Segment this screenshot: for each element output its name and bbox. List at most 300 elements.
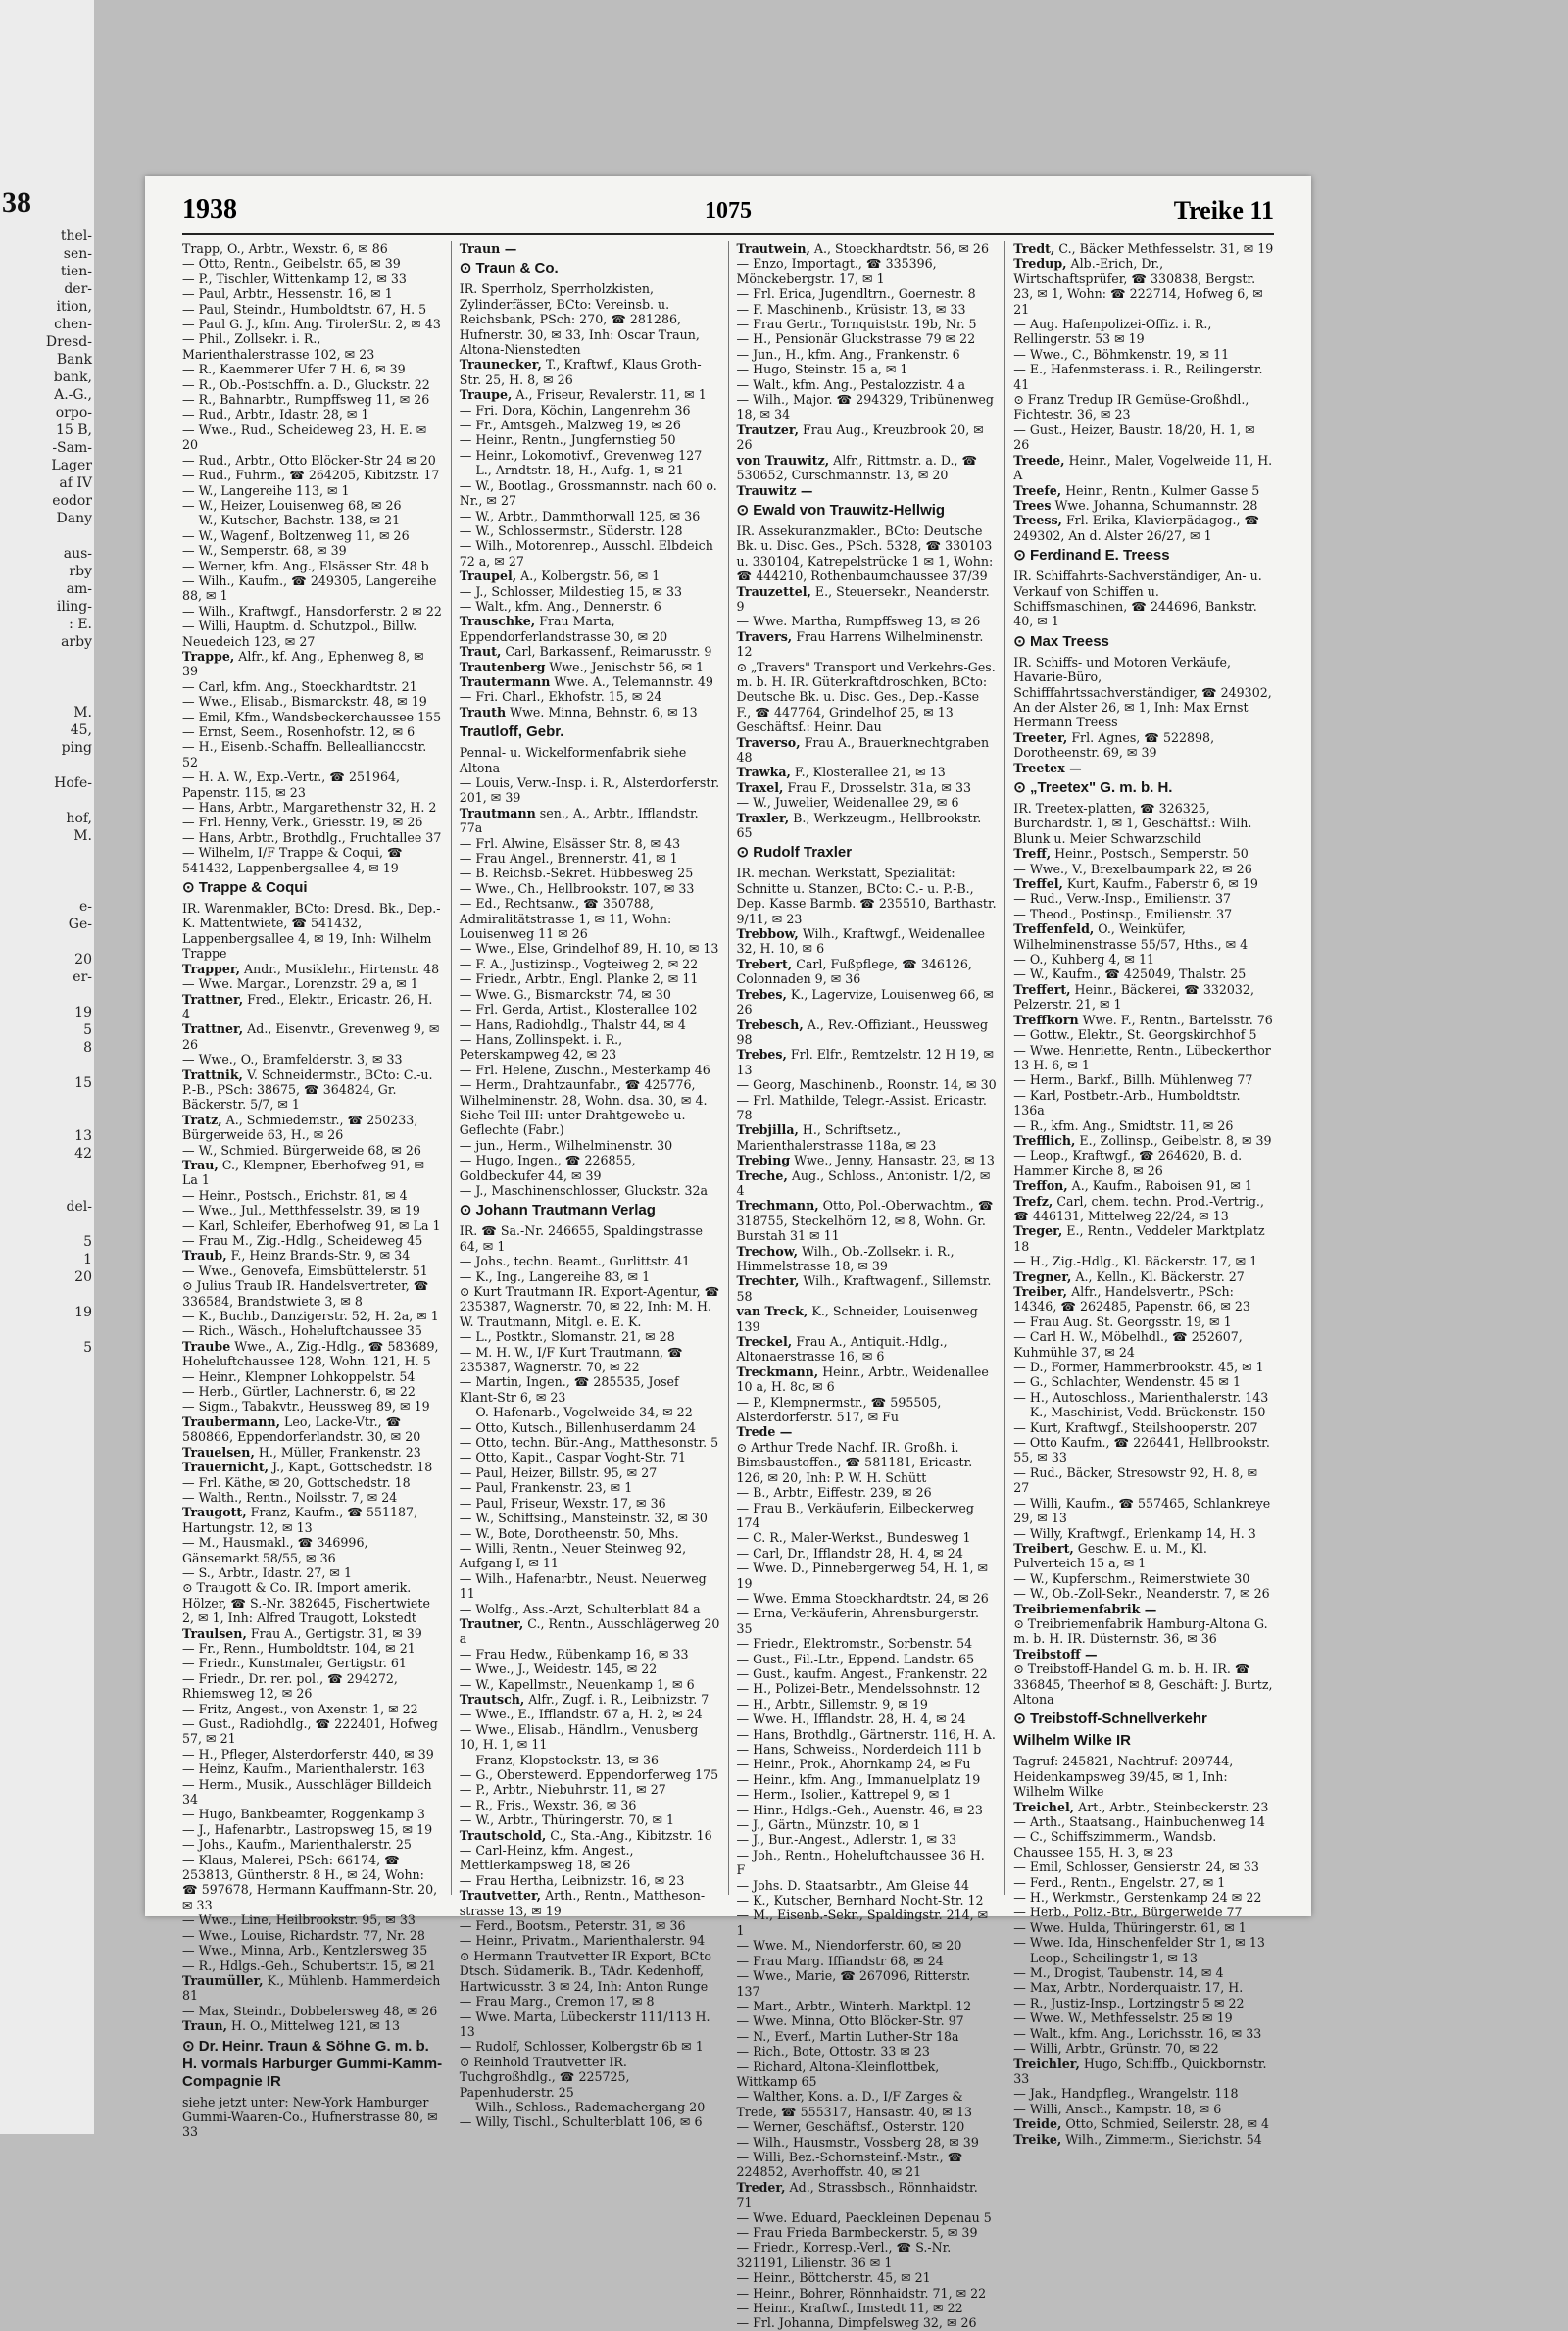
entry-text: A., Kaufm., Raboisen 91, ✉ 1 [1067, 1178, 1252, 1194]
surname: Trautvetter, [459, 1888, 542, 1904]
entry-text: — Wwe., Rud., Scheideweg 23, H. E. ✉ 20 [182, 422, 427, 453]
surname: Treckmann, [736, 1364, 819, 1379]
entry-text: — N., Everf., Martin Luther-Str 18a [736, 2028, 959, 2044]
directory-entry [460, 1812, 720, 1827]
entry-text: ⊙ Treibstoff-Handel G. m. b. H. IR. ☎ 336845, Theerhof ✉ 8, Geschäft: J. Burtz, Altona [1013, 1661, 1273, 1707]
entry-text: — Herm., Drahtzaunfabr., ☎ 425776, Wilhelminenstr. 28, Wohn. dsa. 30, ✉ 4. Siehe Teil III: unter Drahtgewebe u. Geflechte (Fabr.) [459, 1077, 708, 1138]
entry-text: Heinr., Rentn., Kulmer Gasse 5 [1061, 482, 1260, 498]
entry-text: — Max, Arbtr., Norderquaistr. 17, H. [1013, 1980, 1244, 1996]
directory-entry [737, 422, 998, 453]
directory-entry [737, 1485, 998, 1500]
entry-text: ⊙ Hermann Trautvetter IR Export, BCto Dtsch. Südamerik. B., TAdr. Kedenhoff, Hartwicusstr. 3 ✉ 24, Inh: Anton Runge [459, 1948, 711, 1994]
entry-text: — Aug. Hafenpolizei-Offiz. i. R., Rellingerstr. 53 ✉ 19 [1013, 317, 1212, 347]
directory-entry [182, 604, 443, 619]
entry-text: Carl, Barkassenf., Reimarusstr. 9 [501, 644, 712, 660]
directory-entry [737, 2119, 998, 2134]
directory-entry [1013, 362, 1274, 392]
directory-entry [1013, 1314, 1274, 1329]
entry-text: — E., Hafenmsterass. i. R., Reilingerstr. 41 [1013, 362, 1263, 392]
entry-text: — H., Werkmstr., Gerstenkamp 24 ✉ 22 [1013, 1890, 1262, 1906]
directory-entry [1013, 907, 1274, 921]
directory-entry [1013, 1118, 1274, 1133]
entry-text: Alfr., Rittmstr. a. D., ☎ 530652, Curschmannstr. 13, ✉ 20 [736, 452, 978, 483]
entry-text: Leo, Lacke-Vtr., ☎ 580866, Eppendorferlandstr. 30, ✉ 20 [182, 1413, 421, 1445]
entry-text: — Otto, Kutsch., Billenhuserdamm 24 [459, 1419, 696, 1435]
entry-text: Frau Aug., Kreuzbrook 20, ✉ 26 [736, 422, 984, 453]
left-page-text: 20 [74, 952, 92, 967]
surname: Traut, [459, 644, 502, 660]
company-name: ⊙ Rudolf Traxler [736, 844, 853, 862]
surname: Trebert, [736, 956, 793, 971]
directory-entry [737, 1697, 998, 1711]
entry-text: — Heinr., Privatm., Marienthalerstr. 94 [459, 1933, 706, 1949]
directory-entry [1013, 1465, 1274, 1496]
entry-text: — Frl. Johanna, Dimpfelsweg 32, ✉ 26 [736, 2315, 977, 2331]
entry-text: — Mart., Arbtr., Winterh. Marktpl. 12 [736, 1998, 972, 2013]
entry-text: — G., Oberstewerd. Eppendorferweg 175 [459, 1767, 719, 1782]
entry-text: — Paul, Frankenstr. 23, ✉ 1 [459, 1480, 633, 1496]
entry-text: — Heinr., Kraftwf., Imstedt 11, ✉ 22 [736, 2301, 963, 2316]
entry-text: Frau A., Antiquit.-Hdlg., Altonaerstrasse 16, ✉ 6 [736, 1334, 948, 1364]
entry-text: — Wwe. Ida, Hinschenfelder Str 1, ✉ 13 [1013, 1935, 1265, 1951]
entry-text: — Rich., Wäsch., Hoheluftchaussee 35 [182, 1323, 422, 1339]
directory-entry [1013, 1043, 1274, 1073]
entry-text: — M. H. W., I/F Kurt Trautmann, ☎ 235387, Wagnerstr. 70, ✉ 22 [459, 1344, 683, 1375]
directory-entry [182, 1671, 443, 1702]
directory-entry [737, 1938, 998, 1953]
entry-text: Alfr., Handelsvertr., PSch: 14346, ☎ 262485, Papenstr. 66, ✉ 23 [1013, 1284, 1250, 1314]
directory-entry [460, 689, 720, 704]
directory-entry [182, 1158, 443, 1188]
left-page-text: rby [69, 564, 92, 579]
entry-text: — R., kfm. Ang., Smidtstr. 11, ✉ 26 [1013, 1117, 1234, 1133]
directory-entry [737, 1606, 998, 1636]
column-4 [1004, 241, 1274, 2147]
directory-entry [460, 1345, 720, 1375]
directory-entry [460, 1284, 720, 1329]
left-page-text: bank, [53, 370, 92, 385]
directory-entry [1013, 2116, 1274, 2131]
entry-text: — Wwe., Elisab., Händlrn., Venusberg 10, H. 1, ✉ 11 [459, 1721, 699, 1753]
directory-entry [460, 1063, 720, 1077]
directory-entry [737, 347, 998, 362]
entry-text: — Wwe. M., Niendorferstr. 60, ✉ 20 [736, 1938, 962, 1954]
surname: Treefe, [1013, 482, 1062, 498]
directory-entry [737, 1787, 998, 1802]
entry-text: — Emil, Schlosser, Gensierstr. 24, ✉ 33 [1013, 1860, 1259, 1875]
entry-text: — Hans, Radiohdlg., Thalstr 44, ✉ 4 [459, 1017, 686, 1032]
directory-entry [737, 957, 998, 987]
entry-text: Wilh., Zimmerm., Sierichstr. 54 [1061, 2131, 1262, 2147]
directory-entry [182, 1641, 443, 1656]
entry-text: — P., Klempnermstr., ☎ 595505, Alsterdorferstr. 517, ✉ Fu [736, 1394, 942, 1425]
directory-entry [1013, 1616, 1274, 1647]
directory-entry [460, 775, 720, 806]
directory-entry [1013, 952, 1274, 967]
directory-entry [182, 513, 443, 527]
surname: Treiber, [1013, 1284, 1068, 1299]
directory-entry [737, 1047, 998, 1077]
surname: Treder, [736, 2179, 786, 2195]
entry-text: Frl. Erika, Klavierpädagog., ☎ 249302, An d. Alster 26/27, ✉ 1 [1013, 513, 1260, 543]
left-page-text: arby [61, 634, 92, 650]
entry-text: — W., Langereihe 113, ✉ 1 [182, 482, 350, 498]
directory-entry [182, 362, 443, 376]
directory-entry [1013, 256, 1274, 317]
directory-entry [460, 1828, 720, 1843]
entry-text: — P., Arbtr., Niebuhrstr. 11, ✉ 27 [459, 1782, 666, 1798]
directory-entry [1013, 2086, 1274, 2101]
directory-entry [737, 2301, 998, 2315]
directory-entry [737, 362, 998, 376]
directory-entry [1013, 513, 1274, 543]
entry-text: — Leop., Kraftwgf., ☎ 264620, B. d. Hammer Kirche 8, ✉ 26 [1013, 1148, 1243, 1178]
directory-entry [1013, 1526, 1274, 1541]
directory-entry [1013, 1133, 1274, 1148]
left-page-header: 38 [2, 186, 31, 219]
directory-entry [737, 1968, 998, 1999]
left-page-text: orpo- [55, 405, 92, 421]
directory-entry [182, 241, 443, 256]
directory-entry [182, 649, 443, 679]
entry-text: IR. Warenmakler, BCto: Dresd. Bk., Dep.-K. Mattentwiete, ☎ 541432, Lappenbergsallee 4, ✉ 19, Inh: Wilhelm Trappe [182, 901, 441, 962]
entry-text: Heinr., Postsch., Semperstr. 50 [1051, 846, 1249, 862]
directory-entry [1013, 982, 1274, 1013]
directory-entry [460, 1918, 720, 1933]
entry-text: — Frau Angel., Brennerstr. 41, ✉ 1 [459, 851, 678, 867]
directory-entry [1013, 1405, 1274, 1419]
surname: Treche, [736, 1167, 788, 1183]
entry-text: — Hugo, Bankbeamter, Roggenkamp 3 [182, 1807, 425, 1822]
directory-entry [182, 1973, 443, 2004]
entry-text: — F. Maschinenb., Krüsistr. 13, ✉ 33 [736, 301, 966, 317]
entry-text: — Carl, kfm. Ang., Stoeckhardtstr. 21 [182, 678, 417, 694]
directory-entry [1013, 392, 1274, 422]
directory-entry [737, 2270, 998, 2285]
surname: Tredt, [1013, 241, 1055, 256]
entry-text: F., Klosterallee 21, ✉ 13 [790, 765, 946, 780]
advertisement-entry [1013, 1711, 1274, 1799]
entry-text: — Heinr., Prok., Ahornkamp 24, ✉ Fu [736, 1757, 971, 1772]
directory-entry [182, 498, 443, 513]
directory-entry [737, 377, 998, 392]
entry-text: ⊙ Kurt Trautmann IR. Export-Agentur, ☎ 235387, Wagnerstr. 70, ✉ 22, Inh: M. H. W. Trautmann, Mitgl. e. E. K. [459, 1284, 720, 1329]
directory-entry [460, 1269, 720, 1284]
surname: Trapper, [182, 961, 240, 976]
entry-text: V. Schneidermstr., BCto: C.-u. P.-B., PSch: 38675, ☎ 364824, Gr. Bäckerstr. 5/7, ✉ 1 [182, 1066, 433, 1113]
entry-text: — Frl. Mathilde, Telegr.-Assist. Ericastr. 78 [736, 1092, 987, 1122]
left-page-text: 5 [83, 1022, 92, 1038]
directory-entry [460, 1571, 720, 1602]
company-name: ⊙ Trappe & Coqui [182, 879, 308, 897]
directory-entry [460, 509, 720, 523]
directory-entry [1013, 1269, 1274, 1284]
entry-text: — Wilhelm, I/F Trappe & Coqui, ☎ 541432, Lappenbergsallee 4, ✉ 19 [182, 845, 403, 875]
entry-text: — W., Semperstr. 68, ✉ 39 [182, 543, 347, 559]
entry-text: O., Weinküfer, Wilhelminenstrasse 55/57, Hths., ✉ 4 [1013, 921, 1249, 952]
directory-entry [737, 1198, 998, 1243]
directory-entry [737, 317, 998, 331]
entry-text: — Willi, Ansch., Kampstr. 18, ✉ 6 [1013, 2101, 1222, 2116]
entry-text: — Wwe. Hulda, Thüringerstr. 61, ✉ 1 [1013, 1919, 1247, 1935]
entry-text: — Frau Hedw., Rübenkamp 16, ✉ 33 [459, 1646, 689, 1661]
entry-text: Heinr., Bäckerei, ☎ 332032, Pelzerstr. 21, ✉ 1 [1013, 981, 1254, 1013]
entry-text: — P., Tischler, Wittenkamp 12, ✉ 33 [182, 271, 407, 286]
entry-text: — W., Schmied. Bürgerweide 68, ✉ 26 [182, 1142, 421, 1158]
column-2 [451, 241, 728, 2130]
directory-entry [460, 2055, 720, 2100]
advertisement-entry [460, 1202, 720, 1254]
entry-text: IR. Schiffahrts-Sachverständiger, An- u. Verkauf von Schiffen u. Schiffsmaschinen, ☎ 244696, Bankstr. 40, ✉ 1 [1013, 569, 1262, 629]
surname: Trauelsen, [182, 1444, 255, 1460]
directory-entry [182, 1747, 443, 1761]
directory-entry [182, 1626, 443, 1641]
entry-text: Geschw. E. u. M., Kl. Pulverteich 15 a, ✉ 1 [1013, 1540, 1207, 1571]
entry-text: Heinr., Maler, Vogelweide 11, H. A [1013, 452, 1273, 483]
entry-text: — Johs., Kaufm., Marienthalerstr. 25 [182, 1837, 412, 1853]
surname: Trauwitz — [736, 482, 813, 498]
surname: Treeter, [1013, 729, 1068, 745]
directory-entry [1013, 2026, 1274, 2041]
entry-text: Frl. Agnes, ☎ 522898, Dorotheenstr. 69, ✉ 39 [1013, 729, 1215, 761]
directory-entry [460, 1405, 720, 1419]
directory-entry [737, 1273, 998, 1304]
directory-entry [460, 1138, 720, 1153]
directory-entry [737, 2286, 998, 2301]
surname: Traunecker, [459, 357, 542, 372]
directory-entry [1013, 876, 1274, 891]
directory-entry [460, 1077, 720, 1138]
advertisement-entry [1013, 633, 1274, 730]
entry-text: Frau A., Gertigstr. 31, ✉ 39 [246, 1625, 422, 1641]
entry-text: — Wwe. G., Bismarckstr. 74, ✉ 30 [459, 986, 671, 1002]
entry-text: — Wwe. W., Methfesselstr. 25 ✉ 19 [1013, 2010, 1233, 2026]
left-page-text: 45, [70, 722, 92, 738]
directory-entry [182, 1475, 443, 1490]
column-1 [182, 241, 451, 2140]
entry-text: — Paul, Steindr., Humboldtstr. 67, H. 5 [182, 301, 427, 317]
directory-entry [737, 1501, 998, 1531]
entry-text: — W., Kutscher, Bachstr. 138, ✉ 21 [182, 513, 401, 528]
directory-entry [182, 272, 443, 286]
entry-text: — M., Hausmakl., ☎ 346996, Gänsemarkt 58/55, ✉ 36 [182, 1535, 368, 1565]
directory-entry [460, 881, 720, 896]
page-number: 1075 [705, 198, 752, 223]
directory-entry [460, 1254, 720, 1268]
entry-text: Wilh., Ob.-Zollsekr. i. R., Himmelstrasse 18, ✉ 39 [736, 1243, 955, 1273]
directory-entry [1013, 862, 1274, 876]
directory-entry [737, 1832, 998, 1847]
surname: Trautner, [459, 1615, 524, 1631]
surname: Treffert, [1013, 981, 1071, 997]
directory-entry [1013, 1223, 1274, 1254]
directory-entry [737, 1364, 998, 1395]
surname: Trautenberg [459, 659, 546, 674]
entry-text: — Wilh., Motorenrep., Ausschl. Elbdeich 72 a, ✉ 27 [459, 538, 713, 569]
entry-text: — Karl, Postbetr.-Arb., Humboldtstr. 136a [1013, 1087, 1241, 1118]
directory-entry [182, 1414, 443, 1445]
directory-entry [1013, 921, 1274, 952]
entry-text: — Frl. Henny, Verk., Griesstr. 19, ✉ 26 [182, 815, 423, 830]
entry-text: — Frau Marg., Cremon 17, ✉ 8 [459, 1994, 655, 2009]
directory-entry [460, 1873, 720, 1888]
directory-entry [1013, 1541, 1274, 1571]
directory-entry [737, 765, 998, 779]
directory-entry [182, 1505, 443, 1535]
entry-text: — Frl. Gerda, Artist., Klosterallee 102 [459, 1002, 698, 1017]
directory-entry [737, 1742, 998, 1757]
directory-entry [1013, 1875, 1274, 1890]
directory-entry [737, 614, 998, 628]
entry-text: ⊙ „Travers" Transport und Verkehrs-Ges. m. b. H. IR. Güterkraftdroschken, BCto: Deutsche Bk. u. Disc. Ges., Dep.-Kasse F., ☎ 447764, Grindelhof 25, ✉ 13 Geschäftsf.: Heinr. Dau [736, 659, 996, 735]
directory-entry [182, 1761, 443, 1776]
directory-entry [182, 317, 443, 331]
surname: Trefz, [1013, 1193, 1054, 1209]
entry-text: C., Bäcker Methfesselstr. 31, ✉ 19 [1054, 241, 1274, 256]
entry-text: E., Rentn., Veddeler Marktplatz 18 [1013, 1223, 1265, 1254]
surname: Treger, [1013, 1223, 1063, 1239]
surname: Treibriemenfabrik — [1013, 1601, 1157, 1616]
surname: Tredup, [1013, 256, 1067, 272]
company-name: Trautloff, Gebr. [459, 723, 564, 741]
advertisement-entry [182, 879, 443, 962]
entry-text: — Otto Kaufm., ☎ 226441, Hellbrookstr. 55, ✉ 33 [1013, 1435, 1270, 1465]
entry-text: — Wwe., Jul., Metthfesselstr. 39, ✉ 19 [182, 1203, 420, 1218]
entry-text: — Wwe. H., Ifflandstr. 28, H. 4, ✉ 24 [736, 1711, 966, 1727]
left-page-text: 5 [83, 1234, 92, 1250]
left-page-text: thel- [60, 228, 92, 244]
directory-entry [182, 1339, 443, 1369]
entry-text: Hugo, Schiffb., Quickbornstr. 33 [1013, 2056, 1267, 2086]
directory-entry [460, 614, 720, 644]
entry-text: J., Kapt., Gottschedstr. 18 [269, 1460, 433, 1475]
surname: Trechter, [736, 1273, 800, 1289]
directory-entry [737, 1017, 998, 1048]
directory-entry [1013, 1800, 1274, 1814]
entry-text: — Wilh., Kraftwgf., Hansdorferstr. 2 ✉ 22 [182, 603, 442, 619]
surname: Treffenfeld, [1013, 921, 1095, 937]
company-subname: Wilhelm Wilke IR [1013, 1732, 1132, 1750]
directory-entry [737, 811, 998, 841]
directory-entry [1013, 761, 1274, 775]
directory-entry [460, 896, 720, 941]
surname: Trautsch, [459, 1691, 525, 1707]
directory-entry [460, 1511, 720, 1525]
entry-text: — Otto, techn. Bür.-Ang., Matthesonstr. 5 [459, 1435, 719, 1451]
directory-entry [182, 2018, 443, 2033]
entry-text: — Wwe. Eduard, Paeckleinen Depenau 5 [736, 2209, 992, 2225]
directory-entry [182, 573, 443, 604]
entry-text: — Hinr., Hdlgs.-Geh., Auenstr. 46, ✉ 23 [736, 1802, 983, 1817]
entry-text: — Wwe. Martha, Rumpffsweg 13, ✉ 26 [736, 614, 981, 629]
entry-text: — Willi, Rentn., Neuer Steinweg 92, Aufgang I, ✉ 11 [459, 1540, 687, 1571]
directory-entry [460, 1616, 720, 1647]
surname: Treffkorn [1013, 1012, 1079, 1027]
entry-text: A., Kelln., Kl. Bäckerstr. 27 [1071, 1268, 1245, 1284]
directory-entry [737, 1878, 998, 1893]
entry-text: — Wilh., Major. ☎ 294329, Tribünenweg 18, ✉ 34 [736, 392, 994, 422]
directory-entry [460, 1032, 720, 1063]
entry-text: T., Kraftwf., Klaus Groth-Str. 25, H. 8, ✉ 26 [459, 357, 702, 387]
entry-text: — W., Schlossermstr., Süderstr. 128 [459, 522, 683, 538]
page-year: 1938 [182, 194, 237, 224]
directory-entry [182, 1777, 443, 1808]
entry-text: — Johs. D. Staatsarbtr., Am Gleise 44 [736, 1877, 970, 1893]
directory-entry [737, 1999, 998, 2013]
entry-text: Otto, Pol.-Oberwachtm., ☎ 318755, Steckelhörn 12, ✉ 8, Wohn. Gr. Burstah 31 ✉ 11 [736, 1198, 994, 1244]
entry-text: — jun., Herm., Wilhelminenstr. 30 [459, 1137, 673, 1153]
directory-entry [182, 619, 443, 649]
entry-text: — Hans, Schweiss., Norderdeich 111 b [736, 1742, 982, 1757]
entry-text: Alfr., Zugf. i. R., Leibnizstr. 7 [524, 1691, 710, 1707]
directory-entry [1013, 1829, 1274, 1860]
directory-entry [182, 286, 443, 301]
directory-entry [737, 1561, 998, 1591]
entry-text: — Paul G. J., kfm. Ang. TirolerStr. 2, ✉ 43 [182, 317, 441, 332]
entry-text: — Wwe., C., Böhmkenstr. 19, ✉ 11 [1013, 346, 1230, 362]
entry-text: — Paul, Arbtr., Hessenstr. 16, ✉ 1 [182, 286, 393, 302]
directory-entry [1013, 1496, 1274, 1526]
directory-entry [737, 735, 998, 766]
entry-text: — Ed., Rechtsanw., ☎ 350788, Admiralitätstrasse 1, ✉ 11, Wohn: Louisenweg 11 ✉ 26 [459, 896, 672, 942]
entry-text: — Fri. Charl., Ekhofstr. 15, ✉ 24 [459, 689, 662, 705]
directory-entry [460, 1496, 720, 1511]
directory-entry [1013, 1148, 1274, 1178]
left-page-text: hof, [66, 811, 92, 826]
surname: Trechow, [736, 1243, 799, 1259]
directory-entry [737, 660, 998, 735]
advertisement-entry [460, 260, 720, 357]
directory-entry [1013, 1072, 1274, 1087]
left-page-text: am- [66, 581, 92, 597]
entry-text: — R., Justiz-Insp., Lortzingstr 5 ✉ 22 [1013, 1995, 1245, 2010]
directory-entry [1013, 1602, 1274, 1616]
entry-text: Wwe. Minna, Behnstr. 6, ✉ 13 [506, 704, 698, 719]
directory-entry [737, 2089, 998, 2119]
directory-entry [182, 407, 443, 422]
entry-text: — R., Bahnarbtr., Rumpffsweg 11, ✉ 26 [182, 392, 430, 408]
surname: Traverso, [736, 734, 801, 750]
surname: Trautmann [459, 805, 536, 820]
entry-text: — Otto, Kapit., Caspar Voght-Str. 71 [459, 1450, 687, 1465]
directory-entry [182, 724, 443, 739]
entry-text: — Frl. Helene, Zuschn., Mesterkamp 46 [459, 1062, 710, 1077]
surname: Trebing [736, 1153, 791, 1168]
directory-entry [182, 1188, 443, 1203]
entry-text: Heinr., Arbtr., Weidenallee 10 a, H. 8c, ✉ 6 [736, 1364, 989, 1395]
directory-entry [1013, 1951, 1274, 1965]
entry-text: — Erna, Verkäuferin, Ahrensburgerstr. 35 [736, 1606, 980, 1636]
directory-entry [460, 1541, 720, 1571]
directory-entry [737, 2013, 998, 2028]
directory-entry [182, 1369, 443, 1384]
entry-text: — W., Ob.-Zoll-Sekr., Neanderstr. 7, ✉ 26 [1013, 1586, 1270, 1602]
entry-text: Wwe., Jenny, Hansastr. 23, ✉ 13 [790, 1153, 995, 1168]
directory-entry [182, 1021, 443, 1052]
directory-entry [737, 987, 998, 1017]
entry-text: — Herb., Poliz.-Btr., Bürgerweide 77 [1013, 1905, 1243, 1920]
entry-text: Frau A., Brauerknechtgraben 48 [736, 734, 990, 765]
entry-text: E., Zollinsp., Geibelstr. 8, ✉ 39 [1075, 1132, 1272, 1148]
directory-entry [460, 941, 720, 956]
entry-text: Frau F., Drosselstr. 31a, ✉ 33 [783, 779, 972, 795]
directory-entry [460, 987, 720, 1002]
surname: Trebjilla, [736, 1122, 799, 1138]
directory-entry [737, 1727, 998, 1742]
entry-text: — Wwe., Marie, ☎ 267096, Ritterstr. 137 [736, 1968, 971, 1999]
entry-text: Aug., Schloss., Antonistr. 1/2, ✉ 4 [736, 1167, 991, 1198]
surname: Trauernicht, [182, 1460, 270, 1475]
